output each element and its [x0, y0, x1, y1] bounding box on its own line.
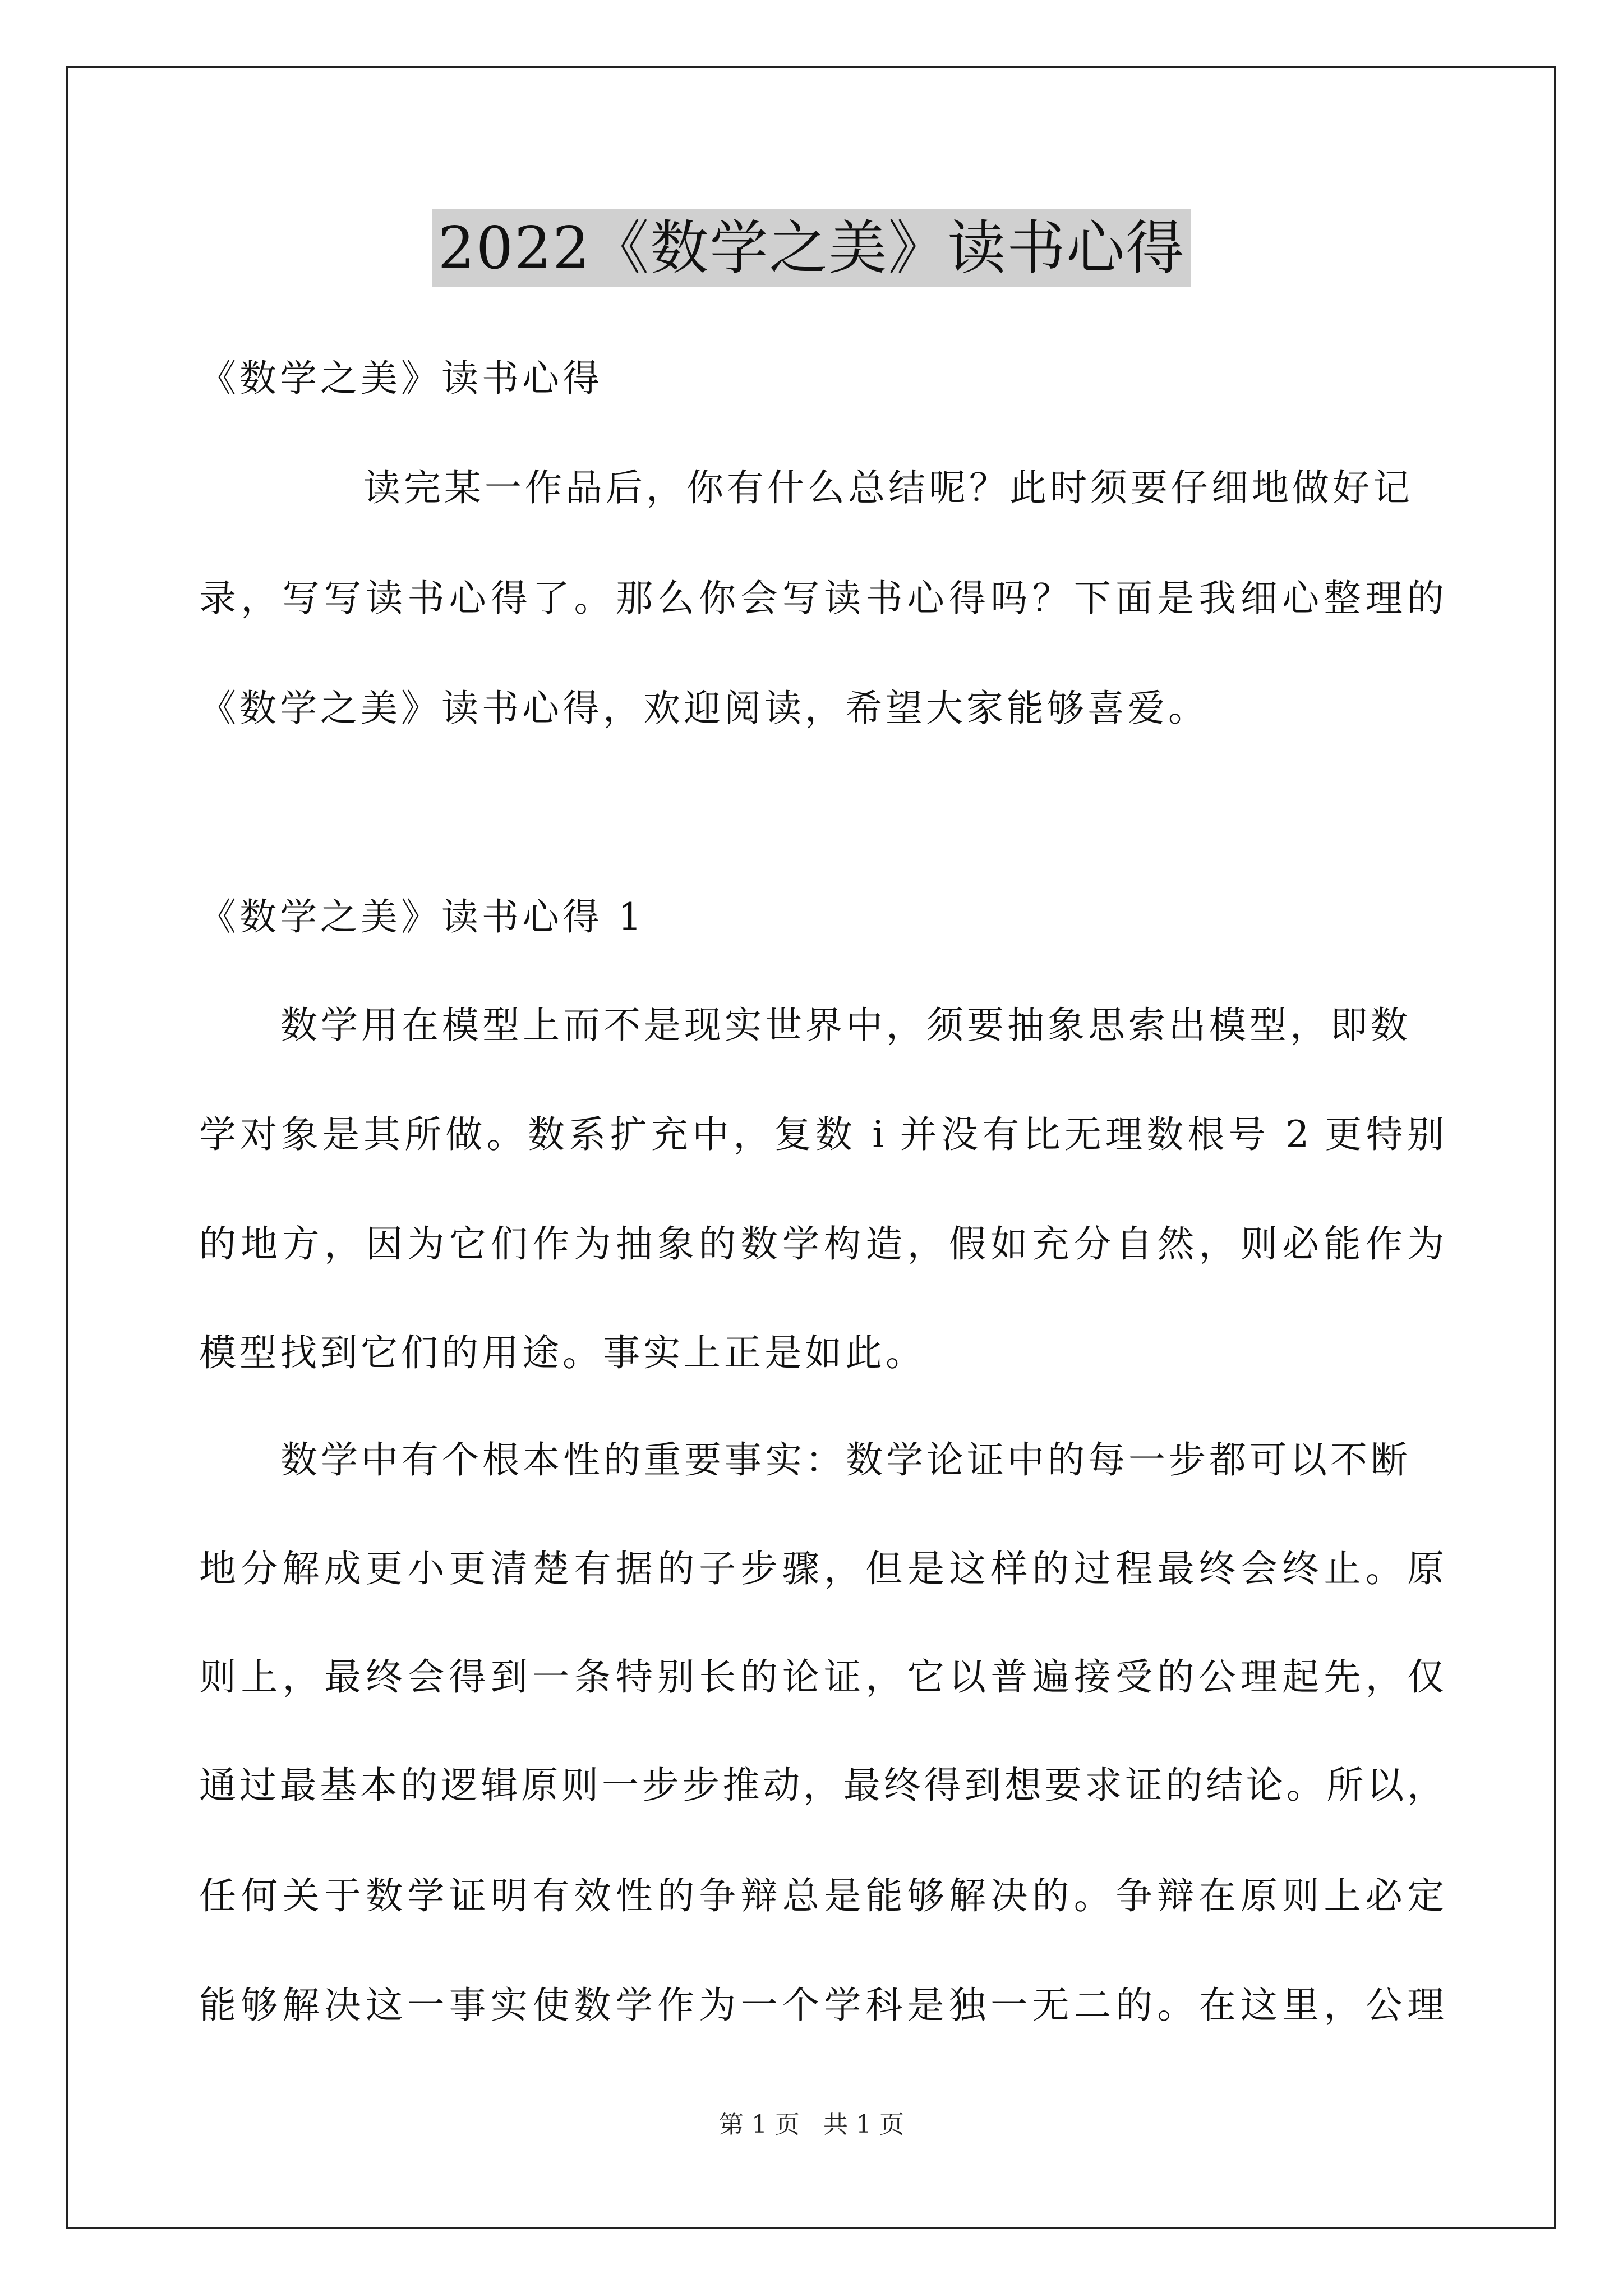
paragraph1-line-2: 学对象是其所做。数系扩充中，复数 i 并没有比无理数根号 2 更特别 [199, 1113, 1444, 1156]
paragraph1-line-1: 数学用在模型上而不是现实世界中，须要抽象思索出模型，即数 [280, 1004, 1411, 1047]
paragraph2-line-5: 任何关于数学证明有效性的争辩总是能够解决的。争辩在原则上必定 [199, 1874, 1444, 1917]
intro-line-2: 录，写写读书心得了。那么你会写读书心得吗？下面是我细心整理的 [199, 577, 1444, 620]
title-container [0, 209, 1623, 287]
paragraph2-line-4: 通过最基本的逻辑原则一步步推动，最终得到想要求证的结论。所以， [199, 1764, 1444, 1807]
section-heading: 《数学之美》读书心得 1 [199, 895, 645, 938]
paragraph1-line-4: 模型找到它们的用途。事实上正是如此。 [199, 1331, 926, 1374]
paragraph2-line-6: 能够解决这一事实使数学作为一个学科是独一无二的。在这里，公理 [199, 1984, 1444, 2027]
document-subtitle: 《数学之美》读书心得 [199, 357, 603, 400]
paragraph2-line-2: 地分解成更小更清楚有据的子步骤，但是这样的过程最终会终止。原 [199, 1547, 1444, 1590]
document-title: 2022《数学之美》读书心得 [432, 209, 1191, 287]
page-footer [0, 2109, 1623, 2141]
paragraph1-line-3: 的地方，因为它们作为抽象的数学构造，假如充分自然，则必能作为 [199, 1222, 1444, 1266]
paragraph2-line-1: 数学中有个根本性的重要事实：数学论证中的每一步都可以不断 [280, 1438, 1411, 1481]
page-number: 第 1 页 [719, 2110, 800, 2139]
intro-line-1: 读完某一作品后，你有什么总结呢？此时须要仔细地做好记 [363, 466, 1413, 509]
intro-line-3: 《数学之美》读书心得，欢迎阅读，希望大家能够喜爱。 [199, 687, 1209, 730]
paragraph2-line-3: 则上，最终会得到一条特别长的论证，它以普遍接受的公理起先，仅 [199, 1655, 1444, 1699]
page-total: 共 1 页 [823, 2110, 904, 2139]
